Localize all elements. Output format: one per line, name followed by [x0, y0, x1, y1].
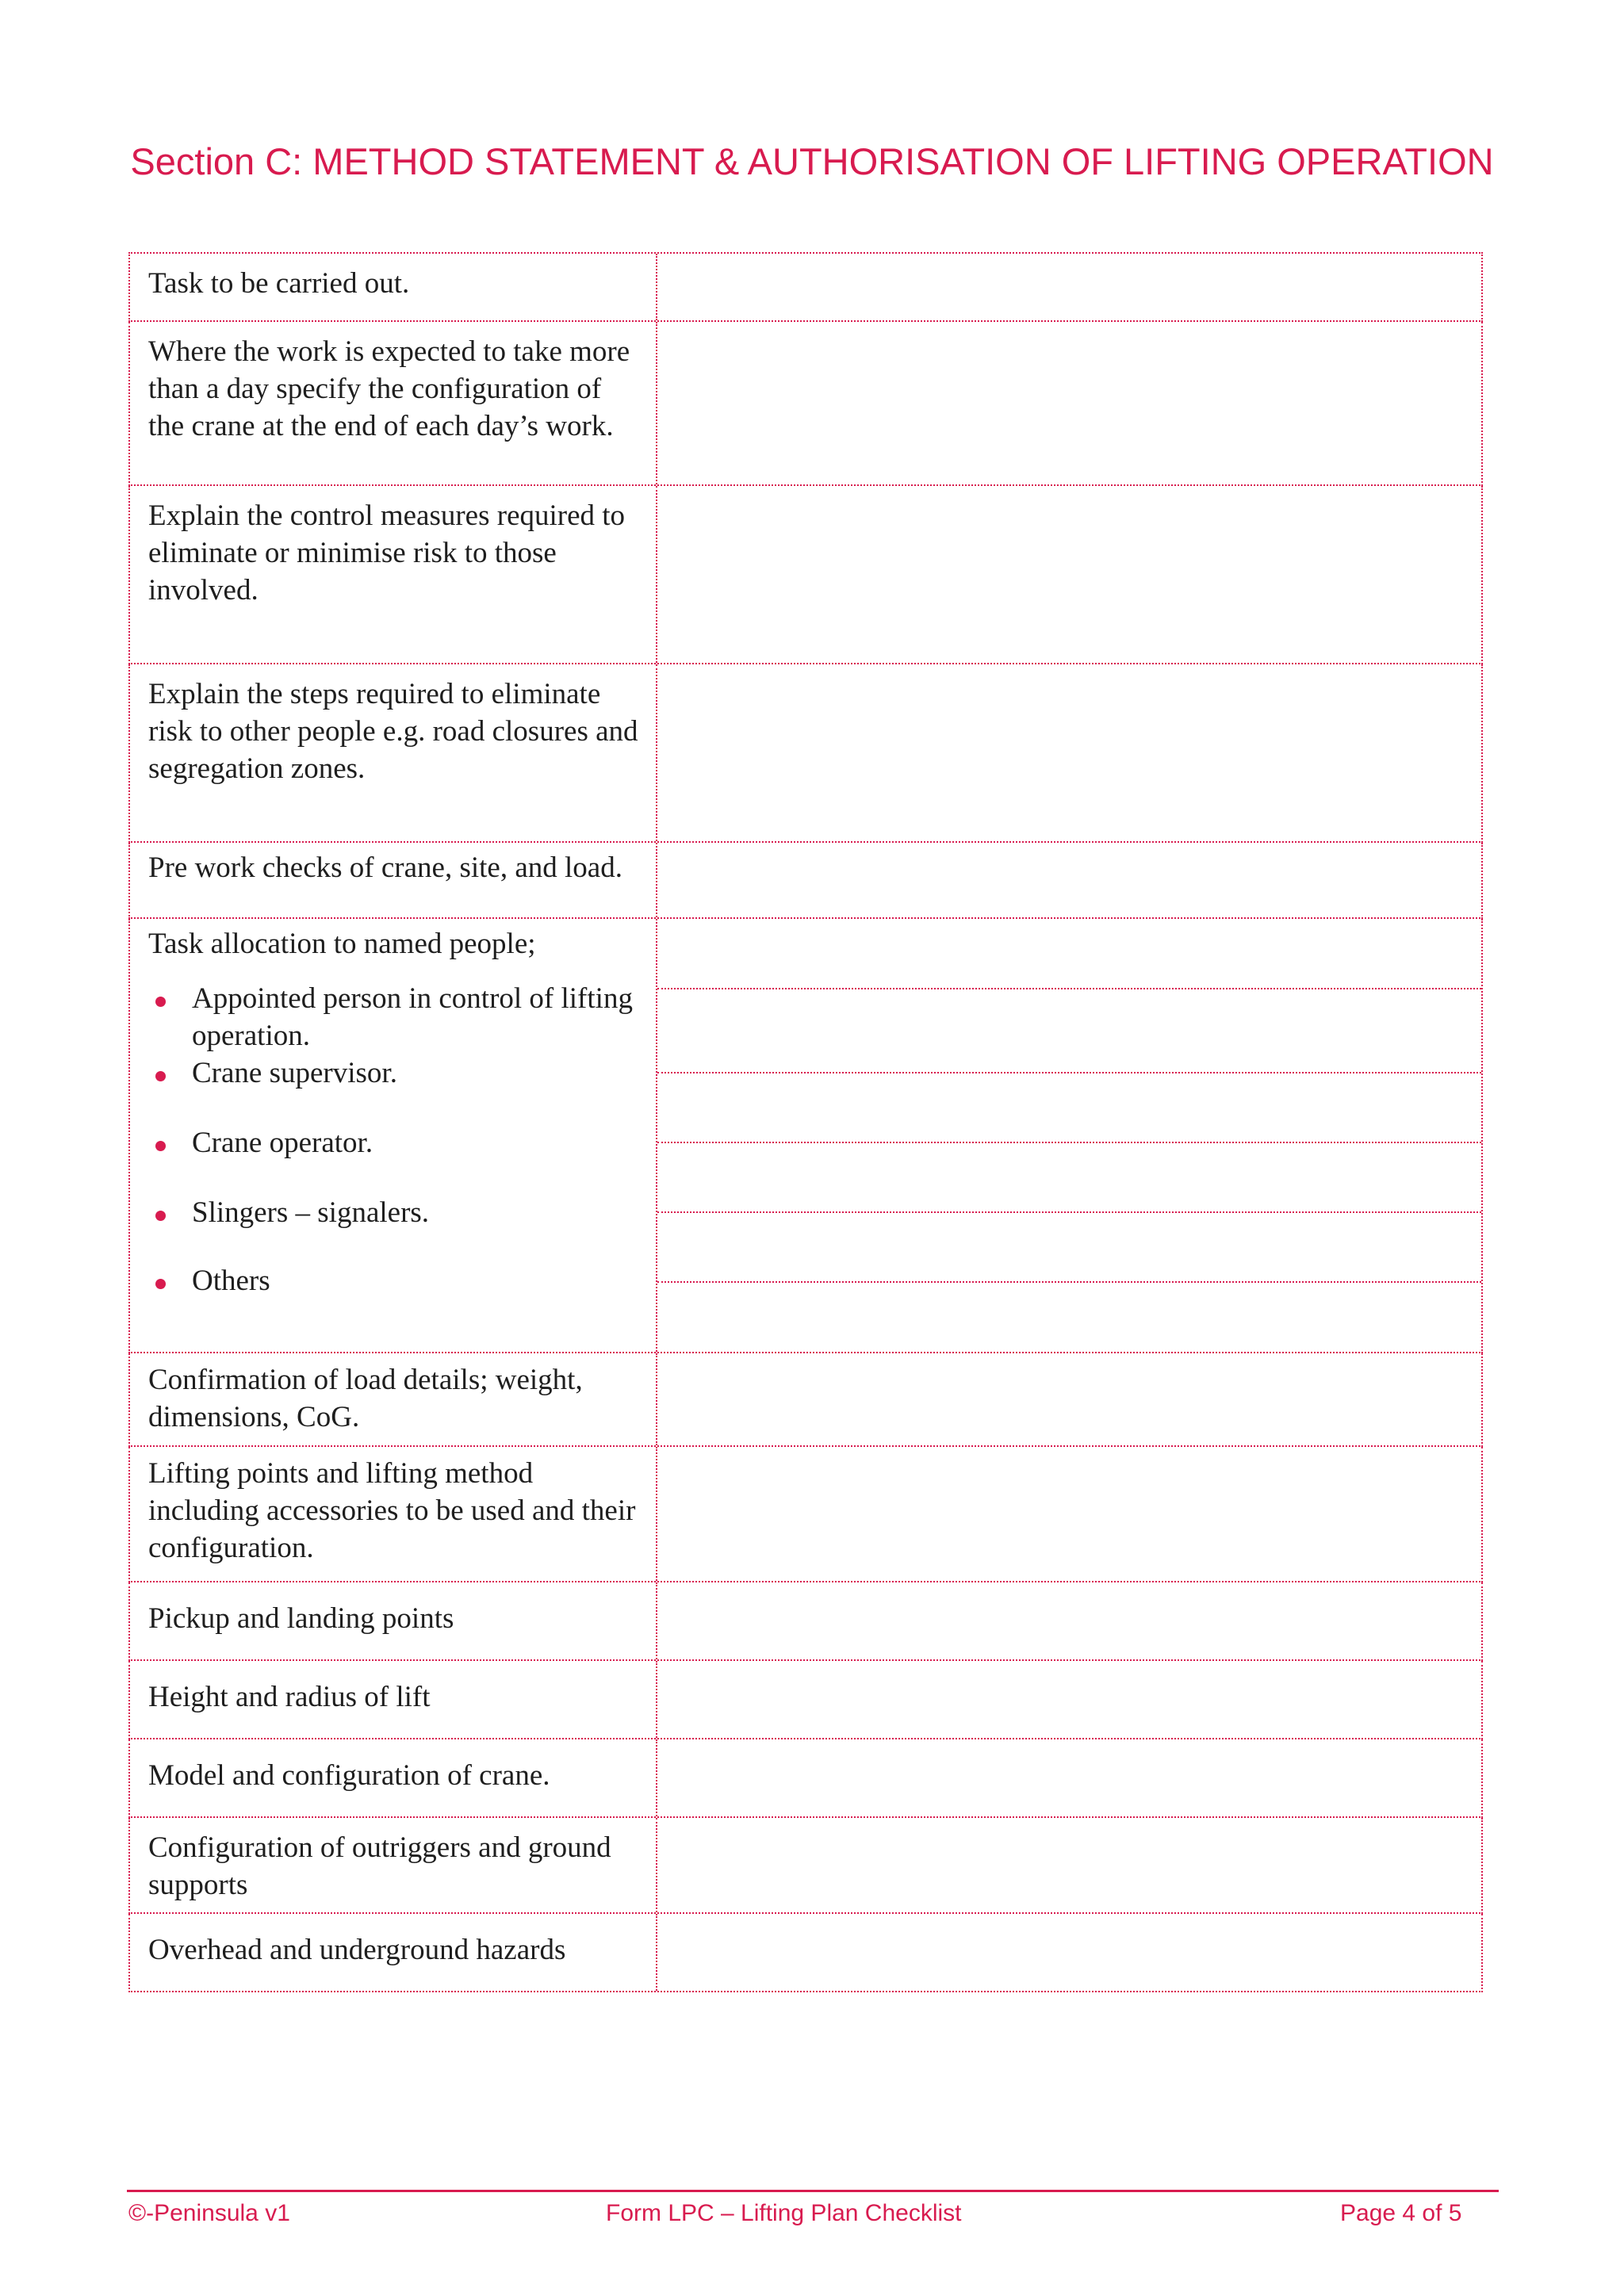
answer-field[interactable]: [657, 919, 1481, 989]
row-label: Explain the steps required to eliminate risk to other people e.g. road closures and segregation zones.: [130, 664, 657, 841]
table-row: [128, 664, 1483, 843]
table-row: [128, 1661, 1483, 1739]
row-label: Configuration of outriggers and ground supports: [130, 1818, 657, 1912]
row-label: Explain the control measures required to eliminate or minimise risk to those involved.: [130, 486, 657, 663]
row-label: Pickup and landing points: [130, 1582, 657, 1659]
method-statement-table: [128, 252, 1483, 1992]
table-row: [128, 252, 1483, 322]
task-allocation-answers: [657, 919, 1481, 1352]
answer-field[interactable]: [657, 1582, 1481, 1659]
task-allocation-item: Crane operator.: [148, 1124, 642, 1194]
answer-field[interactable]: [657, 1213, 1481, 1283]
table-row: [128, 322, 1483, 486]
table-row: [128, 1582, 1483, 1661]
task-allocation-item: Others: [148, 1262, 642, 1299]
table-row: [128, 1447, 1483, 1582]
task-allocation-heading: Task allocation to named people;: [148, 928, 536, 960]
task-allocation-item: Appointed person in control of lifting operation.: [148, 980, 642, 1054]
section-title: Section C: METHOD STATEMENT & AUTHORISATION OF LIFTING OPERATION: [130, 140, 1494, 182]
task-allocation-cell: [130, 919, 657, 1352]
answer-field[interactable]: [657, 1914, 1481, 1991]
answer-field[interactable]: [657, 1073, 1481, 1143]
row-label: Model and configuration of crane.: [130, 1739, 657, 1816]
answer-field[interactable]: [657, 1353, 1481, 1445]
answer-field[interactable]: [657, 1447, 1481, 1581]
table-row: [128, 1353, 1483, 1447]
row-label: Height and radius of lift: [130, 1661, 657, 1738]
answer-field[interactable]: [657, 1661, 1481, 1738]
task-allocation-row: [128, 919, 1483, 1353]
footer-divider: [127, 2190, 1499, 2192]
answer-field[interactable]: [657, 843, 1481, 917]
answer-field[interactable]: [657, 989, 1481, 1073]
answer-field[interactable]: [657, 322, 1481, 484]
table-row: [128, 1914, 1483, 1992]
answer-field[interactable]: [657, 486, 1481, 663]
row-label: Task to be carried out.: [130, 254, 657, 320]
answer-field[interactable]: [657, 664, 1481, 841]
table-row: [128, 486, 1483, 664]
answer-field[interactable]: [657, 1143, 1481, 1213]
footer-form-name: Form LPC – Lifting Plan Checklist: [606, 2200, 962, 2226]
row-label: Where the work is expected to take more than a day specify the configuration of the crane at the end of each day’s work.: [130, 322, 657, 484]
task-allocation-list: [148, 980, 642, 1299]
table-row: [128, 1818, 1483, 1914]
row-label: Pre work checks of crane, site, and load.: [130, 843, 657, 917]
answer-field[interactable]: [657, 1283, 1481, 1352]
table-row: [128, 1739, 1483, 1818]
table-row: [128, 843, 1483, 919]
task-allocation-item: Slingers – signalers.: [148, 1194, 642, 1262]
row-label: Confirmation of load details; weight, dimensions, CoG.: [130, 1353, 657, 1445]
row-label: Overhead and underground hazards: [130, 1914, 657, 1991]
row-label: Lifting points and lifting method including accessories to be used and their configuration.: [130, 1447, 657, 1581]
answer-field[interactable]: [657, 1739, 1481, 1816]
answer-field[interactable]: [657, 1818, 1481, 1912]
task-allocation-item: Crane supervisor.: [148, 1054, 642, 1124]
footer-copyright: ©-Peninsula v1: [128, 2200, 290, 2226]
answer-field[interactable]: [657, 254, 1481, 320]
footer-page-number: Page 4 of 5: [1340, 2200, 1462, 2226]
